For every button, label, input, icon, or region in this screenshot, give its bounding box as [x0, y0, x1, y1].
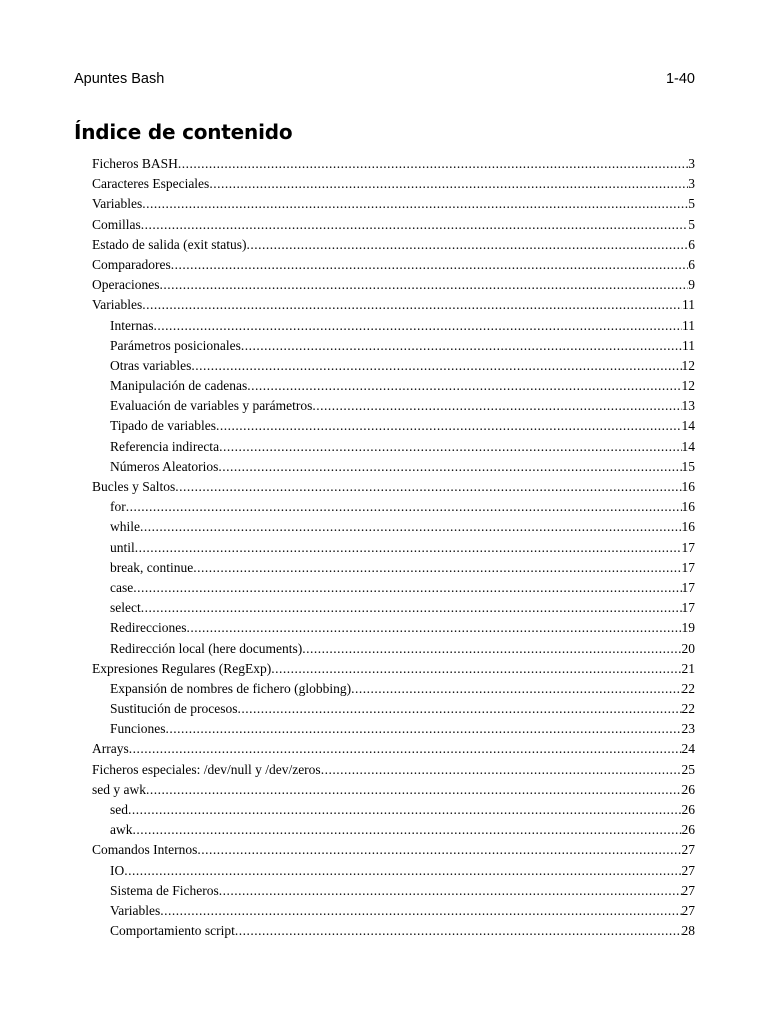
toc-dot-leader	[126, 497, 682, 517]
document-title: Apuntes Bash	[74, 71, 165, 87]
toc-entry[interactable]	[92, 881, 695, 901]
toc-dot-leader	[141, 215, 688, 235]
toc-dot-leader	[153, 316, 682, 336]
toc-entry[interactable]	[92, 255, 695, 275]
toc-entry-title: Comparadores	[92, 256, 171, 272]
toc-dot-leader	[178, 154, 688, 174]
toc-entry-page: 27	[681, 902, 695, 918]
toc-entry[interactable]	[92, 840, 695, 860]
toc-dot-leader	[247, 376, 681, 396]
toc-entry-title: Redirecciones	[110, 620, 187, 636]
toc-entry-page: 11	[682, 317, 695, 333]
toc-dot-leader	[197, 840, 681, 860]
toc-entry[interactable]	[92, 154, 695, 174]
toc-entry[interactable]	[92, 215, 695, 235]
toc-entry[interactable]	[92, 477, 695, 497]
toc-entry-page: 24	[681, 741, 695, 757]
toc-dot-leader	[142, 194, 688, 214]
toc-entry[interactable]	[92, 416, 695, 436]
toc-entry-page: 5	[688, 216, 695, 232]
toc-entry[interactable]	[92, 921, 695, 941]
toc-entry-title: while	[110, 519, 140, 535]
toc-entry-title: Variables	[110, 902, 161, 918]
toc-entry[interactable]	[92, 861, 695, 881]
toc-entry-title: Ficheros BASH	[92, 156, 178, 171]
toc-entry[interactable]	[92, 194, 695, 214]
toc-entry[interactable]	[92, 316, 695, 336]
toc-entry[interactable]	[92, 275, 695, 295]
toc-dot-leader	[124, 861, 681, 881]
toc-entry-page: 9	[688, 277, 695, 293]
toc-entry[interactable]	[92, 699, 695, 719]
toc-entry-title: Expresiones Regulares (RegExp)	[92, 660, 272, 676]
toc-entry[interactable]	[92, 679, 695, 699]
toc-entry-page: 6	[688, 236, 695, 252]
toc-dot-leader	[160, 901, 681, 921]
toc-entry-title: Expansión de nombres de fichero (globbing)	[110, 680, 352, 696]
toc-dot-leader	[219, 437, 681, 457]
toc-entry-title: break, continue	[110, 559, 194, 575]
toc-dot-leader	[218, 457, 681, 477]
toc-entry-page: 23	[681, 721, 695, 737]
toc-dot-leader	[246, 235, 688, 255]
toc-entry-title: Comportamiento script	[110, 923, 235, 939]
toc-entry-title: Bucles y Saltos	[92, 479, 176, 494]
toc-entry-title: Referencia indirecta	[110, 438, 220, 454]
toc-entry-page: 3	[688, 156, 695, 171]
toc-entry-page: 25	[681, 761, 695, 777]
toc-entry-page: 12	[681, 378, 695, 394]
toc-entry-page: 13	[681, 398, 695, 414]
toc-entry[interactable]	[92, 760, 695, 780]
toc-entry[interactable]	[92, 780, 695, 800]
toc-dot-leader	[191, 356, 681, 376]
toc-entry-page: 28	[681, 923, 695, 939]
toc-entry-page: 15	[681, 458, 695, 474]
toc-dot-leader	[238, 699, 682, 719]
toc-entry-page: 16	[681, 479, 695, 494]
toc-entry-page: 5	[688, 196, 695, 212]
toc-entry[interactable]	[92, 517, 695, 537]
toc-dot-leader	[321, 760, 682, 780]
toc-heading: Índice de contenido	[74, 120, 293, 144]
toc-dot-leader	[141, 598, 682, 618]
toc-entry[interactable]	[92, 719, 695, 739]
page-number: 1-40	[665, 71, 695, 87]
toc-entry[interactable]	[92, 739, 695, 759]
toc-entry-page: 14	[681, 438, 695, 454]
toc-entry[interactable]	[92, 639, 695, 659]
toc-entry-title: Comandos Internos	[92, 842, 198, 858]
toc-entry-title: sed	[110, 802, 128, 817]
toc-dot-leader	[312, 396, 681, 416]
toc-entry-page: 16	[681, 499, 695, 515]
toc-dot-leader	[351, 679, 681, 699]
toc-dot-leader	[133, 820, 682, 840]
toc-entry-title: Números Aleatorios	[110, 458, 219, 474]
toc-entry[interactable]	[92, 901, 695, 921]
toc-dot-leader	[175, 477, 681, 497]
toc-dot-leader	[128, 800, 682, 820]
toc-entry[interactable]	[92, 437, 695, 457]
toc-entry[interactable]	[92, 538, 695, 558]
toc-entry-title: Redirección local (here documents)	[110, 640, 303, 656]
toc-entry-title: Funciones	[110, 721, 166, 737]
toc-entry-page: 20	[681, 640, 695, 656]
toc-entry-page: 26	[681, 802, 695, 817]
toc-entry-title: Tipado de variables	[110, 418, 216, 434]
toc-entry[interactable]	[92, 174, 695, 194]
toc-entry-title: for	[110, 499, 126, 515]
toc-list	[92, 154, 695, 941]
toc-entry-title: Caracteres Especiales	[92, 176, 210, 192]
toc-dot-leader	[302, 639, 681, 659]
toc-entry-page: 14	[681, 418, 695, 434]
toc-entry[interactable]	[92, 578, 695, 598]
toc-dot-leader	[146, 780, 682, 800]
toc-entry-title: Operaciones	[92, 277, 160, 293]
toc-entry-page: 27	[681, 882, 695, 898]
toc-entry[interactable]	[92, 598, 695, 618]
toc-entry-title: Ficheros especiales: /dev/null y /dev/zeros	[92, 761, 321, 777]
toc-entry-page: 11	[682, 297, 695, 313]
toc-entry-title: Sistema de Ficheros	[110, 882, 219, 898]
toc-entry[interactable]	[92, 235, 695, 255]
toc-entry-title: awk	[110, 822, 133, 838]
toc-dot-leader	[235, 921, 682, 941]
toc-dot-leader	[186, 618, 681, 638]
toc-entry-page: 27	[681, 842, 695, 858]
toc-entry-page: 17	[681, 579, 695, 595]
toc-dot-leader	[271, 659, 681, 679]
toc-dot-leader	[219, 881, 682, 901]
toc-entry-title: IO	[110, 862, 125, 878]
toc-entry[interactable]	[92, 457, 695, 477]
toc-entry-page: 22	[681, 701, 695, 717]
toc-entry-page: 19	[681, 620, 695, 636]
toc-entry-page: 17	[681, 559, 695, 575]
toc-entry-page: 26	[681, 822, 695, 838]
toc-entry-title: until	[110, 539, 135, 555]
toc-entry-title: Sustitución de procesos	[110, 701, 238, 717]
toc-entry-title: select	[110, 600, 141, 616]
toc-dot-leader	[209, 174, 688, 194]
toc-dot-leader	[129, 739, 682, 759]
toc-entry-title: Arrays	[92, 741, 129, 757]
toc-entry[interactable]	[92, 558, 695, 578]
toc-entry-title: Evaluación de variables y parámetros	[110, 398, 313, 414]
toc-entry-page: 6	[688, 256, 695, 272]
toc-dot-leader	[216, 416, 682, 436]
toc-entry[interactable]	[92, 820, 695, 840]
toc-entry[interactable]	[92, 659, 695, 679]
toc-entry-page: 16	[681, 519, 695, 535]
toc-entry[interactable]	[92, 376, 695, 396]
toc-entry-title: Parámetros posicionales	[110, 337, 241, 353]
toc-entry[interactable]	[92, 618, 695, 638]
toc-entry-page: 21	[681, 660, 695, 676]
toc-dot-leader	[241, 336, 682, 356]
toc-entry-page: 17	[681, 539, 695, 555]
toc-entry-page: 22	[681, 680, 695, 696]
toc-dot-leader	[166, 719, 682, 739]
toc-entry-page: 11	[682, 337, 695, 353]
toc-entry-title: Comillas	[92, 216, 141, 232]
toc-entry-title: Manipulación de cadenas	[110, 378, 248, 394]
toc-entry[interactable]	[92, 497, 695, 517]
toc-entry[interactable]	[92, 800, 695, 820]
toc-dot-leader	[159, 275, 688, 295]
toc-entry-title: Estado de salida (exit status)	[92, 236, 247, 252]
toc-dot-leader	[171, 255, 689, 275]
toc-entry-page: 26	[681, 781, 695, 797]
toc-entry-title: Variables	[92, 196, 143, 212]
toc-entry[interactable]	[92, 396, 695, 416]
toc-entry-title: Variables	[92, 297, 143, 313]
toc-entry-page: 17	[681, 600, 695, 616]
page-header	[74, 71, 695, 91]
toc-entry-page: 3	[688, 176, 695, 192]
toc-entry[interactable]	[92, 356, 695, 376]
toc-dot-leader	[140, 517, 682, 537]
toc-entry-title: sed y awk	[92, 781, 146, 797]
toc-entry-page: 27	[681, 862, 695, 878]
toc-entry[interactable]	[92, 336, 695, 356]
toc-entry-title: Internas	[110, 317, 154, 333]
toc-entry-page: 12	[681, 357, 695, 373]
toc-dot-leader	[135, 538, 682, 558]
toc-entry-title: Otras variables	[110, 357, 192, 373]
toc-dot-leader	[193, 558, 681, 578]
toc-entry[interactable]	[92, 295, 695, 315]
toc-entry-title: case	[110, 579, 134, 595]
toc-dot-leader	[133, 578, 681, 598]
toc-dot-leader	[142, 295, 682, 315]
